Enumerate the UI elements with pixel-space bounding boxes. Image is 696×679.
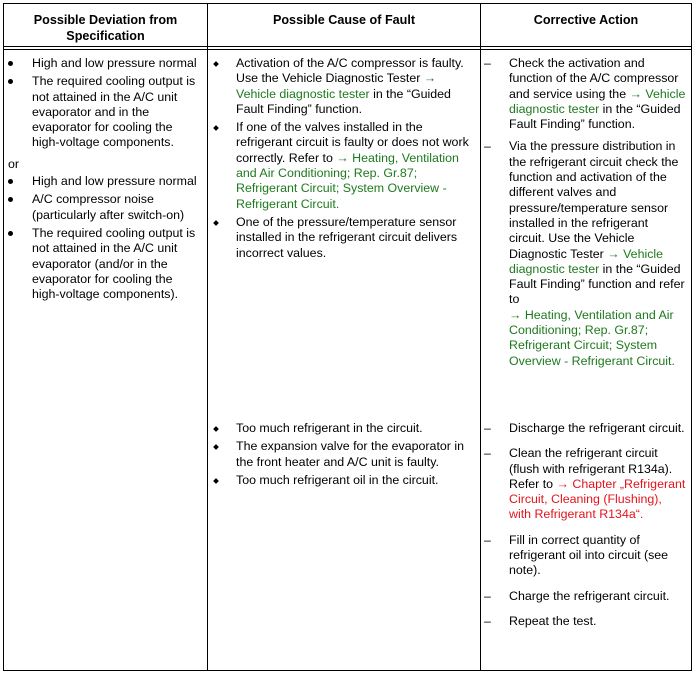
cause-item	[208, 120, 476, 212]
diamond-bullet-icon	[213, 426, 219, 432]
deviation-text: High and low pressure normal	[32, 56, 197, 70]
bullet-icon	[8, 179, 13, 184]
header-cause: Possible Cause of Fault	[272, 13, 416, 27]
bullet-icon	[8, 197, 13, 202]
fault-table	[3, 3, 692, 671]
action-item	[481, 614, 687, 629]
deviation-text: The required cooling output is not attained in the A/C unit evaporator and in the evaporator for cooling the high-voltage components.	[32, 74, 196, 150]
action-text: Charge the refrigerant circuit.	[509, 588, 670, 603]
action-text: in the “Guided Fault Finding” function.	[509, 101, 681, 132]
cause-item	[208, 215, 476, 261]
cause-text: Activation of the A/C compressor is faulty. Use the Vehicle Diagnostic Tester	[236, 56, 464, 86]
action-item	[481, 533, 687, 579]
cause-text: One of the pressure/temperature sensor installed in the refrigerant circuit delivers incorrect values.	[236, 214, 458, 260]
cause-item	[208, 421, 476, 436]
diamond-bullet-icon	[213, 125, 219, 131]
dash-bullet-icon: –	[484, 613, 491, 628]
hvac-refrigerant-circuit-link[interactable]: → Heating, Ventilation and Air Conditioning; Rep. Gr.87; Refrigerant Circuit; System Overview - Refrigerant Circuit	[236, 150, 459, 211]
refrigerant-circuit-cleaning-link[interactable]: → Chapter „Refrigerant Circuit, Cleaning (Flushing), with Refrigerant R134a“	[509, 476, 686, 522]
action-item	[481, 446, 687, 522]
cause-item	[208, 439, 476, 470]
deviation-item	[4, 56, 202, 71]
deviation-item	[4, 192, 202, 223]
vehicle-diagnostic-tester-link[interactable]: → Vehicle diagnostic tester	[509, 86, 686, 116]
action-text: Repeat the test.	[509, 613, 597, 628]
action-cell-1	[481, 56, 687, 372]
vehicle-diagnostic-tester-link[interactable]: → Vehicle diagnostic tester	[236, 71, 437, 101]
action-item	[481, 421, 687, 436]
deviation-cell	[4, 56, 202, 305]
cause-text: in the “Guided Fault Finding” function.	[236, 86, 451, 116]
deviation-item	[4, 74, 202, 150]
bullet-icon	[8, 79, 13, 84]
diamond-bullet-icon	[213, 444, 219, 450]
cause-cell-1	[208, 56, 476, 264]
action-cell-2	[481, 421, 687, 632]
action-text: in the “Guided Fault Finding” function and refer to	[509, 261, 685, 307]
action-text: Discharge the refrigerant circuit.	[509, 421, 685, 435]
cause-text: .	[335, 196, 340, 211]
diamond-bullet-icon	[213, 478, 219, 484]
cause-text: The expansion valve for the evaporator in the front heater and A/C unit is faulty.	[236, 439, 464, 469]
cause-text: Too much refrigerant oil in the circuit.	[236, 472, 439, 487]
action-text: .	[639, 507, 644, 522]
dash-bullet-icon: –	[484, 532, 491, 547]
or-label: or	[8, 156, 20, 171]
deviation-text: The required cooling output is not attained in the A/C unit evaporator (and/or in the evaporator for cooling the high-voltage components).	[32, 225, 196, 302]
diamond-bullet-icon	[213, 61, 219, 67]
action-text: Clean the refrigerant circuit (flush with refrigerant R134a). Refer to	[509, 446, 673, 491]
dash-bullet-icon: –	[484, 56, 491, 70]
action-item	[481, 56, 687, 132]
hvac-refrigerant-circuit-link[interactable]: → Heating, Ventilation and Air Conditioning; Rep. Gr.87; Refrigerant Circuit; System Overview - Refrigerant Circuit	[509, 307, 674, 368]
header-deviation: Possible Deviation from Specification	[33, 13, 178, 43]
dash-bullet-icon: –	[484, 421, 491, 435]
vehicle-diagnostic-tester-link[interactable]: → Vehicle diagnostic tester	[509, 246, 664, 276]
cause-text: Too much refrigerant in the circuit.	[236, 421, 423, 435]
deviation-item	[4, 226, 202, 302]
action-text: Fill in correct quantity of refrigerant oil into circuit (see note).	[509, 532, 669, 578]
header-action: Corrective Action	[533, 13, 639, 27]
action-item	[481, 139, 687, 368]
deviation-text: A/C compressor noise (particularly after switch-on)	[32, 192, 185, 222]
action-item	[481, 589, 687, 604]
dash-bullet-icon: –	[484, 446, 491, 461]
diamond-bullet-icon	[213, 220, 219, 226]
dash-bullet-icon: –	[484, 139, 491, 154]
deviation-item	[4, 174, 202, 189]
cause-item	[208, 56, 476, 117]
dash-bullet-icon: –	[484, 588, 491, 603]
bullet-icon	[8, 231, 13, 236]
cause-text: If one of the valves installed in the refrigerant circuit is faulty or does not work correctly. Refer to	[236, 120, 469, 165]
deviation-text: High and low pressure normal	[32, 174, 197, 189]
cause-cell-2	[208, 421, 476, 491]
bullet-icon	[8, 61, 13, 66]
action-text: .	[671, 353, 675, 368]
action-text: Via the pressure distribution in the refrigerant circuit check the function and activation of the different valves and pressure/temperature sensor installed in the refrigerant circuit. Use the Vehicle Diagnostic Tester	[509, 139, 679, 261]
cause-item	[208, 473, 476, 488]
header-divider	[4, 46, 691, 47]
header-divider	[4, 49, 691, 50]
action-text: Check the activation and function of the A/C compressor and service using the	[509, 56, 679, 101]
